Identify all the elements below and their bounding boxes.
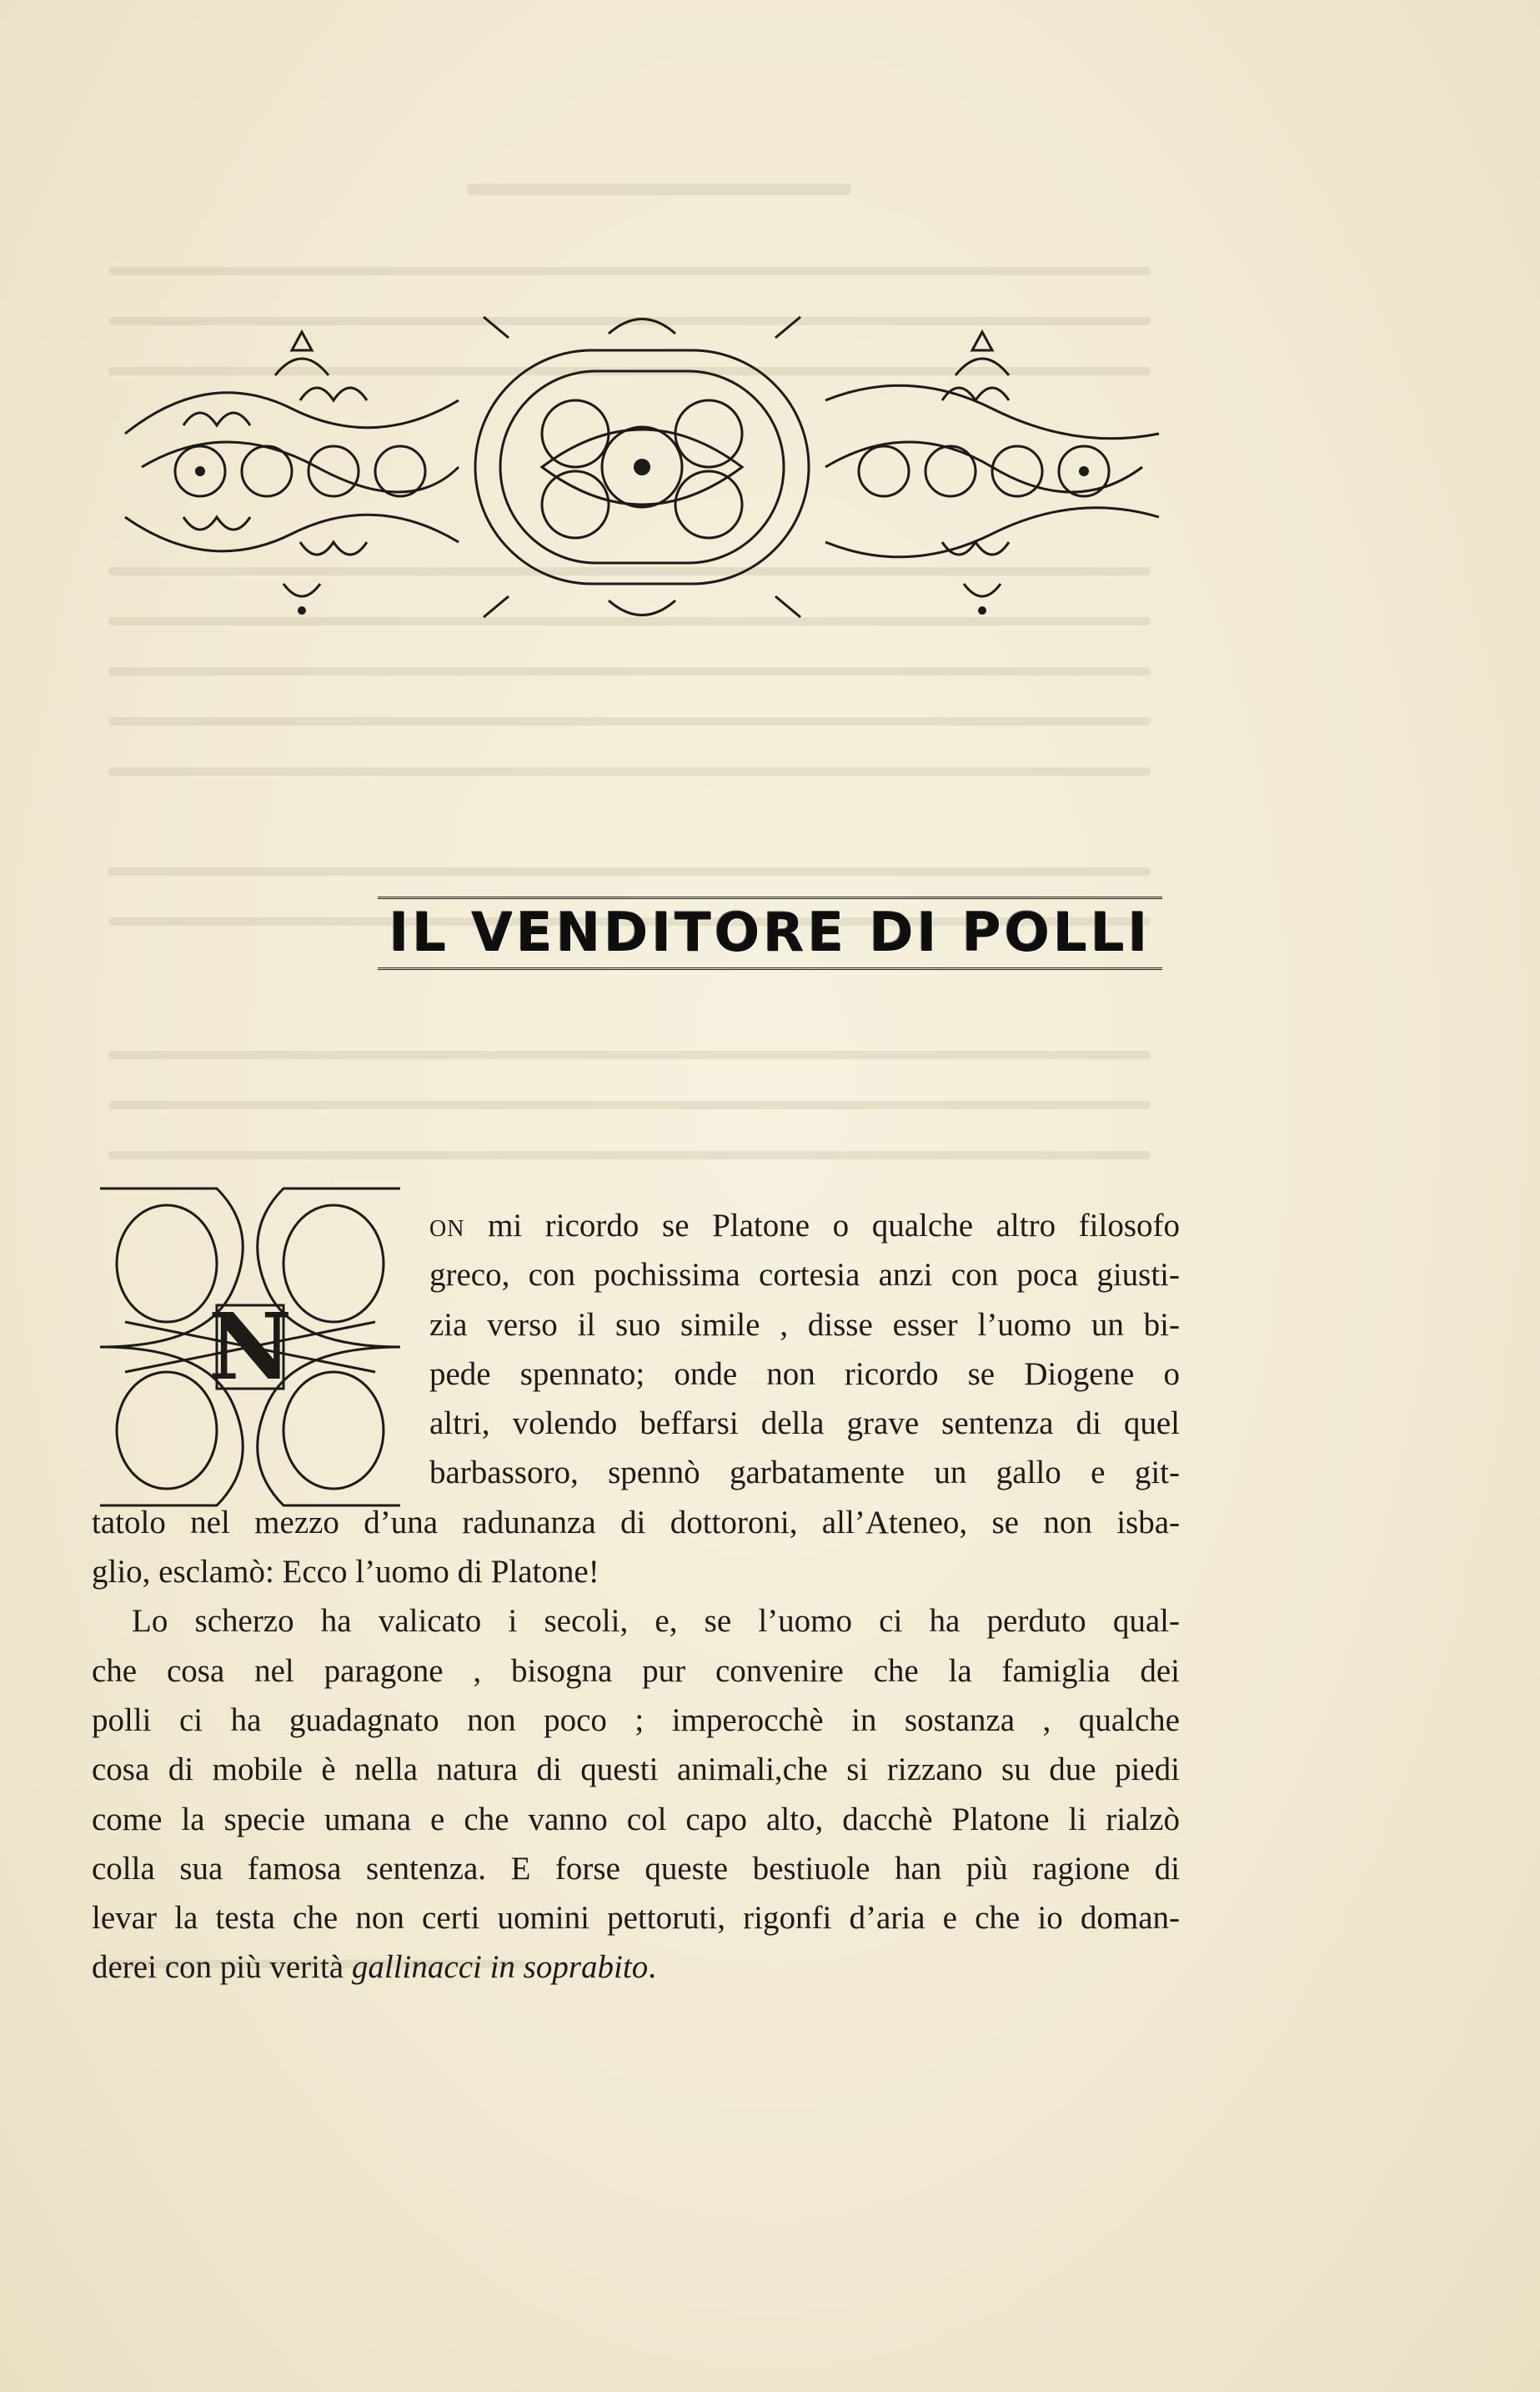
text-line: barbassoro, spennò garbatamente un gallo e git- bbox=[429, 1455, 1180, 1491]
text-line: tatolo nel mezzo d’una radunanza di dottoroni, all’Ateneo, se non isba- bbox=[92, 1504, 1180, 1540]
last-line-start: derei con più verità bbox=[92, 1949, 352, 1986]
text-line: che cosa nel paragone , bisogna pur convenire che la famiglia dei bbox=[92, 1652, 1180, 1689]
chapter-title-text: IL VENDITORE DI POLLI bbox=[378, 897, 1163, 970]
italic-phrase: gallinacci in soprabito bbox=[351, 1949, 649, 1986]
text-line: altri, volendo beffarsi della grave sentenza di quel bbox=[429, 1405, 1180, 1442]
text-line: greco, con pochissima cortesia anzi con poca giusti- bbox=[429, 1257, 1180, 1294]
text-line: come la specie umana e che vanno col capo alto, dacchè Platone li rialzò bbox=[92, 1801, 1180, 1837]
body-text bbox=[92, 1201, 1180, 1992]
text-line: Lo scherzo ha valicato i secoli, e, se l’uomo ci ha perduto qual- bbox=[132, 1603, 1180, 1640]
text-line: polli ci ha guadagnato non poco ; imperocchè in sostanza , qualche bbox=[92, 1701, 1180, 1738]
text-line: zia verso il suo simile , disse esser l’uomo un bi- bbox=[429, 1306, 1180, 1343]
text-line: glio, esclamò: Ecco l’uomo di Platone! bbox=[92, 1554, 599, 1590]
ornamental-headpiece bbox=[108, 300, 1176, 634]
dropcap-letter: N bbox=[208, 1293, 293, 1400]
text-line bbox=[92, 1201, 1180, 1250]
intro-smallcaps: ON bbox=[429, 1216, 465, 1242]
text-line: colla sua famosa sentenza. E forse queste bestiuole han più ragione di bbox=[92, 1850, 1180, 1887]
text-line: levar la testa che non certi uomini pettoruti, rigonfi d’aria e che io doman- bbox=[92, 1900, 1180, 1937]
chapter-title bbox=[0, 897, 1540, 970]
text-line: pede spennato; onde non ricordo se Diogene o bbox=[429, 1355, 1180, 1392]
text-line: cosa di mobile è nella natura di questi animali,che si rizzano su due piedi bbox=[92, 1751, 1180, 1788]
text-line bbox=[92, 1942, 1180, 1992]
text-line-content: mi ricordo se Platone o qualche altro filosofo bbox=[464, 1208, 1180, 1244]
last-line-end: . bbox=[648, 1949, 656, 1986]
